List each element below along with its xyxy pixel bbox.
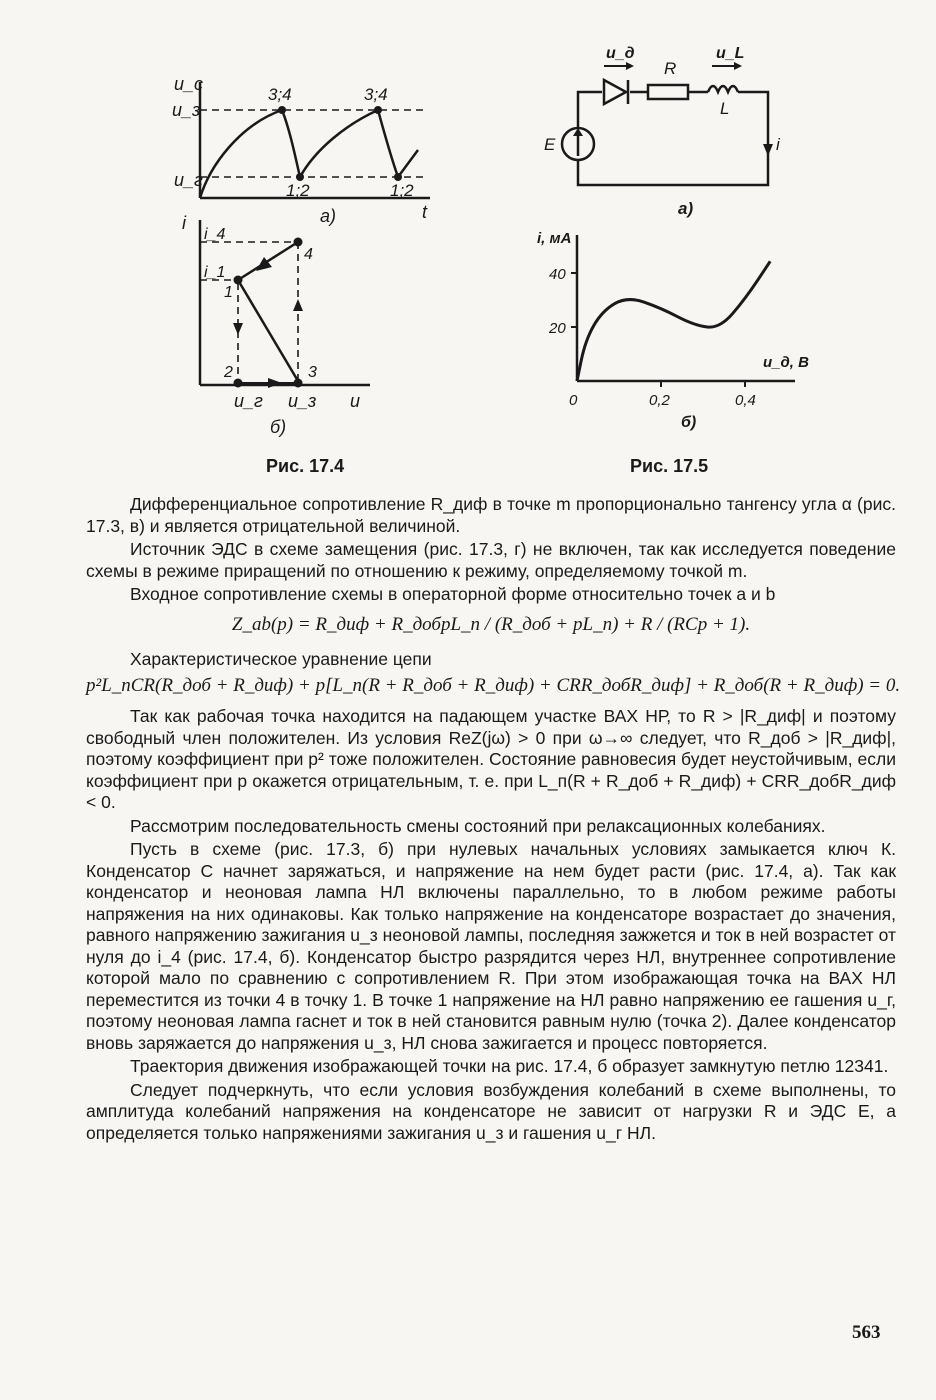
fig175b-x-tick-02: 0,2 — [649, 392, 670, 409]
fig174b-sublabel: б) — [270, 417, 287, 437]
fig174b-x-label: u — [350, 391, 361, 411]
fig174a-y-label: u_c — [174, 74, 204, 94]
figure-17-4b — [170, 215, 400, 440]
paragraph: Характеристическое уравнение цепи — [130, 649, 432, 669]
fig174b-x-tick-uz: u_з — [288, 391, 317, 411]
fig174b-i4-label: i_4 — [204, 226, 226, 243]
fig174a-x-label: t — [422, 202, 428, 222]
fig174b-svg — [170, 215, 400, 440]
fig175b-x-label: u_д, В — [763, 354, 809, 371]
circuit-wire-left-top — [578, 92, 602, 128]
figure-17-4a — [160, 70, 460, 230]
current-arrow-head — [763, 144, 773, 156]
iv-curve-line — [577, 261, 770, 381]
fig174b-point-4 — [294, 238, 303, 247]
inductor-symbol — [708, 86, 738, 92]
fig175b-y-tick-40: 40 — [549, 266, 566, 283]
caption-fig-17-4: Рис. 17.4 — [266, 456, 345, 476]
paragraph: Рассмотрим последовательность смены состояний при релаксационных колебаниях. — [130, 815, 826, 836]
circuit-wire-loop — [578, 92, 768, 185]
fig175b-chart — [525, 225, 825, 435]
fig174b-point-2-label: 2 — [224, 364, 233, 381]
fig174a-uz-label: u_з — [172, 100, 201, 120]
fig174b-i1-label: i_1 — [204, 264, 226, 281]
fig174b-x-tick-ug: u_г — [234, 391, 263, 411]
fig174a-peak-point — [278, 106, 286, 114]
fig175b-y-label: i, мА — [537, 230, 572, 247]
ud-arrow-head — [626, 62, 634, 70]
fig174a-peak-label: 3;4 — [364, 85, 388, 104]
figure-17-5a — [530, 40, 800, 220]
fig174b-path-4-1 — [238, 242, 298, 280]
fig175a-sublabel: а) — [678, 199, 694, 218]
fig174b-point-2 — [234, 379, 243, 388]
paragraph: Источник ЭДС в схеме замещения (рис. 17.3, г) не включен, так как исследуется поведение схемы в режиме приращений по отношению к режиму, определяемому точкой m. — [86, 539, 896, 581]
i-label: i — [776, 135, 780, 154]
fig174b-y-label: i — [182, 215, 186, 233]
fig175b-x-tick-04: 0,4 — [735, 392, 756, 409]
fig175a-svg — [530, 40, 800, 220]
fig174b-point-1-label: 1 — [224, 284, 233, 301]
fig174a-trough-label: 1;2 — [390, 181, 414, 200]
fig174b-arrow-down — [233, 323, 243, 335]
fig174b-point-4-label: 4 — [304, 246, 313, 263]
fig174a-trough-point — [394, 173, 402, 181]
ul-arrow-head — [734, 62, 742, 70]
fig174a-svg — [160, 70, 460, 230]
fig174a-peak-label: 3;4 — [268, 85, 292, 104]
paragraph: Входное сопротивление схемы в операторной форме относительно точек a и b — [130, 584, 776, 604]
fig174b-point-3-label: 3 — [308, 364, 317, 381]
fig175b-y-tick-20: 20 — [549, 320, 566, 337]
fig174a-sublabel: а) — [320, 206, 337, 226]
fig174a-ug-label: u_г — [174, 170, 203, 190]
e-label: E — [544, 135, 556, 154]
fig174b-arrow-right — [268, 378, 282, 388]
ud-label: u_д — [606, 45, 635, 62]
l-label: L — [720, 99, 730, 118]
formula-characteristic-equation: p²L_пCR(R_доб + R_диф) + p[L_п(R + R_доб + R_диф) + CRR_добR_диф] + R_доб(R + R_диф) = 0. — [86, 674, 901, 696]
paragraph: Дифференциальное сопротивление R_диф в точке m пропорционально тангенсу угла α (рис. 17.3, в) и является отрицательной величиной. — [86, 494, 896, 536]
fig174b-arrow-up — [293, 299, 303, 311]
resistor-symbol — [648, 85, 688, 99]
fig175b-sublabel: б) — [681, 414, 697, 431]
formula-input-impedance: Z_ab(p) = R_диф + R_добpL_п / (R_доб + pL_п) + R / (RCp + 1). — [231, 613, 751, 635]
fig174a-trough-point — [296, 173, 304, 181]
fig174b-point-1 — [234, 276, 243, 285]
page-number: 563 — [852, 1322, 881, 1343]
fig174a-peak-point — [374, 106, 382, 114]
fig174b-point-3 — [294, 379, 303, 388]
body-text — [86, 494, 901, 1146]
fig174a-trough-label: 1;2 — [286, 181, 310, 200]
paragraph: Так как рабочая точка находится на падающем участке ВАХ НР, то R > |R_диф| и поэтому свободный член положителен. Из условия ReZ(jω) > 0 при ω→∞ следует, что R_доб > |R_диф|, поэтому коэффициент при p² тоже положителен. Состояние равновесия будет неустойчивым, если коэффициент при p окажется отрицательным, т. е. при L_п(R + R_доб + R_диф) + CRR_добR_диф < 0. — [86, 706, 896, 812]
paragraph: Следует подчеркнуть, что если условия возбуждения колебаний в схеме выполнены, то амплитуда колебаний напряжения на конденсаторе не зависит от нагрузки R и ЭДС E, а определяется только напряжениями зажигания u_з и гашения u_г НЛ. — [86, 1079, 896, 1143]
fig175b-x-tick-0: 0 — [569, 392, 578, 409]
fig174b-branch-1-3 — [238, 280, 298, 381]
diode-symbol — [604, 80, 626, 104]
caption-fig-17-5: Рис. 17.5 — [630, 456, 709, 476]
paragraph: Пусть в схеме (рис. 17.3, б) при нулевых начальных условиях замыкается ключ К. Конденсатор C начнет заряжаться, и напряжение на нем будет расти (рис. 17.4, а). Так как конденсатор и неоновая лампа НЛ включены параллельно, то в любом режиме работы напряжения на них одинаковы. Как только напряжение на конденсаторе возрастает до значения, равного напряжению зажигания u_з неоновой лампы, последняя зажжется и ток в ней возрастет от нуля до i_4 (рис. 17.4, б). Конденсатор быстро разрядится через НЛ, внутреннее сопротивление которой мало по сравнению с сопротивлением R. При этом изображающая точка на ВАХ НЛ переместится из точки 4 в точку 1. В точке 1 напряжение на НЛ равно напряжению ее гашения u_г, поэтому неоновая лампа гаснет и ток в ней становится равным нулю (точка 2). Далее конденсатор вновь заряжается до напряжения u_з, НЛ снова зажигается и процесс повторяется. — [86, 839, 896, 1053]
paragraph: Траектория движения изображающей точки на рис. 17.4, б образует замкнутую петлю 12341. — [130, 1056, 889, 1076]
figure-17-5b — [525, 225, 825, 435]
r-label: R — [664, 59, 677, 78]
ul-label: u_L — [716, 45, 745, 62]
